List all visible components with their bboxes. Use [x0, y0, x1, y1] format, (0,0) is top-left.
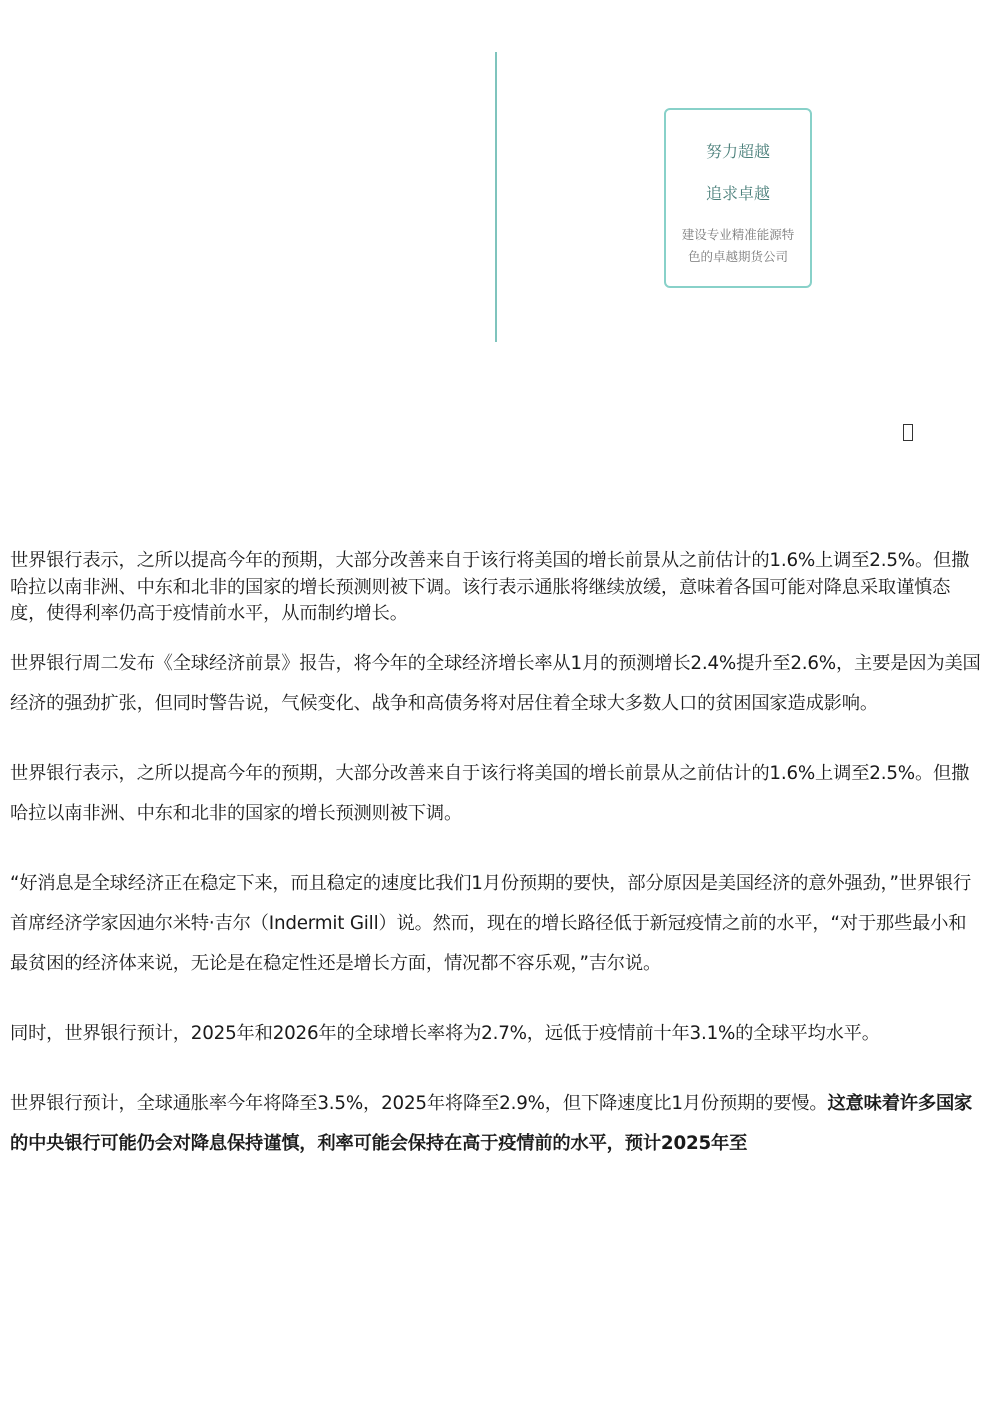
article-paragraph-6-bold: 这意味着许多国家的中央银行可能仍会对降息保持谨慎，利率可能会保持在高于疫情前的水平，预计2025年至 [10, 1092, 973, 1154]
article-paragraph-6-normal: 世界银行预计，全球通胀率今年将降至3.5%，2025年将降至2.9%，但下降速度比1月份预期的要慢。 [10, 1092, 828, 1114]
article-body [10, 548, 982, 1164]
slogan-line-1: 努力超越 [705, 142, 770, 161]
slogan-card [664, 108, 812, 288]
slogan-subtitle: 建设专业精准能源特色的卓越期货公司 [681, 227, 795, 264]
slogan-line-2: 追求卓越 [705, 184, 770, 203]
article-paragraph-3: 世界银行表示，之所以提高今年的预期，大部分改善来自于该行将美国的增长前景从之前估计的1.6%上调至2.5%。但撒哈拉以南非洲、中东和北非的国家的增长预测则被下调。 [10, 762, 970, 824]
article-paragraph-4: “好消息是全球经济正在稳定下来，而且稳定的速度比我们1月份预期的要快，部分原因是美国经济的意外强劲，”世界银行首席经济学家因迪尔米特·吉尔（Indermit Gill）说。然而，现在的增长路径低于新冠疫情之前的水平，“对于那些最小和最贫困的经济体来说，无论是在稳定性还是增长方面，情况都不容乐观，”吉尔说。 [10, 872, 972, 974]
vertical-divider [495, 52, 497, 342]
article-paragraph-5: 同时，世界银行预计，2025年和2026年的全球增长率将为2.7%，远低于疫情前十年3.1%的全球平均水平。 [10, 1022, 880, 1044]
article-paragraph-1: 世界银行表示，之所以提高今年的预期，大部分改善来自于该行将美国的增长前景从之前估计的1.6%上调至2.5%。但撒哈拉以南非洲、中东和北非的国家的增长预测则被下调。该行表示通胀将继续放缓，意味着各国可能对降息采取谨慎态度，使得利率仍高于疫情前水平，从而制约增长。 [10, 550, 970, 624]
article-paragraph-2: 世界银行周二发布《全球经济前景》报告，将今年的全球经济增长率从1月的预测增长2.4%提升至2.6%，主要是因为美国经济的强劲扩张，但同时警告说，气候变化、战争和高债务将对居住着全球大多数人口的贫困国家造成影响。 [10, 652, 981, 714]
missing-glyph-icon [903, 424, 913, 441]
article-paragraph-6 [10, 1084, 982, 1164]
